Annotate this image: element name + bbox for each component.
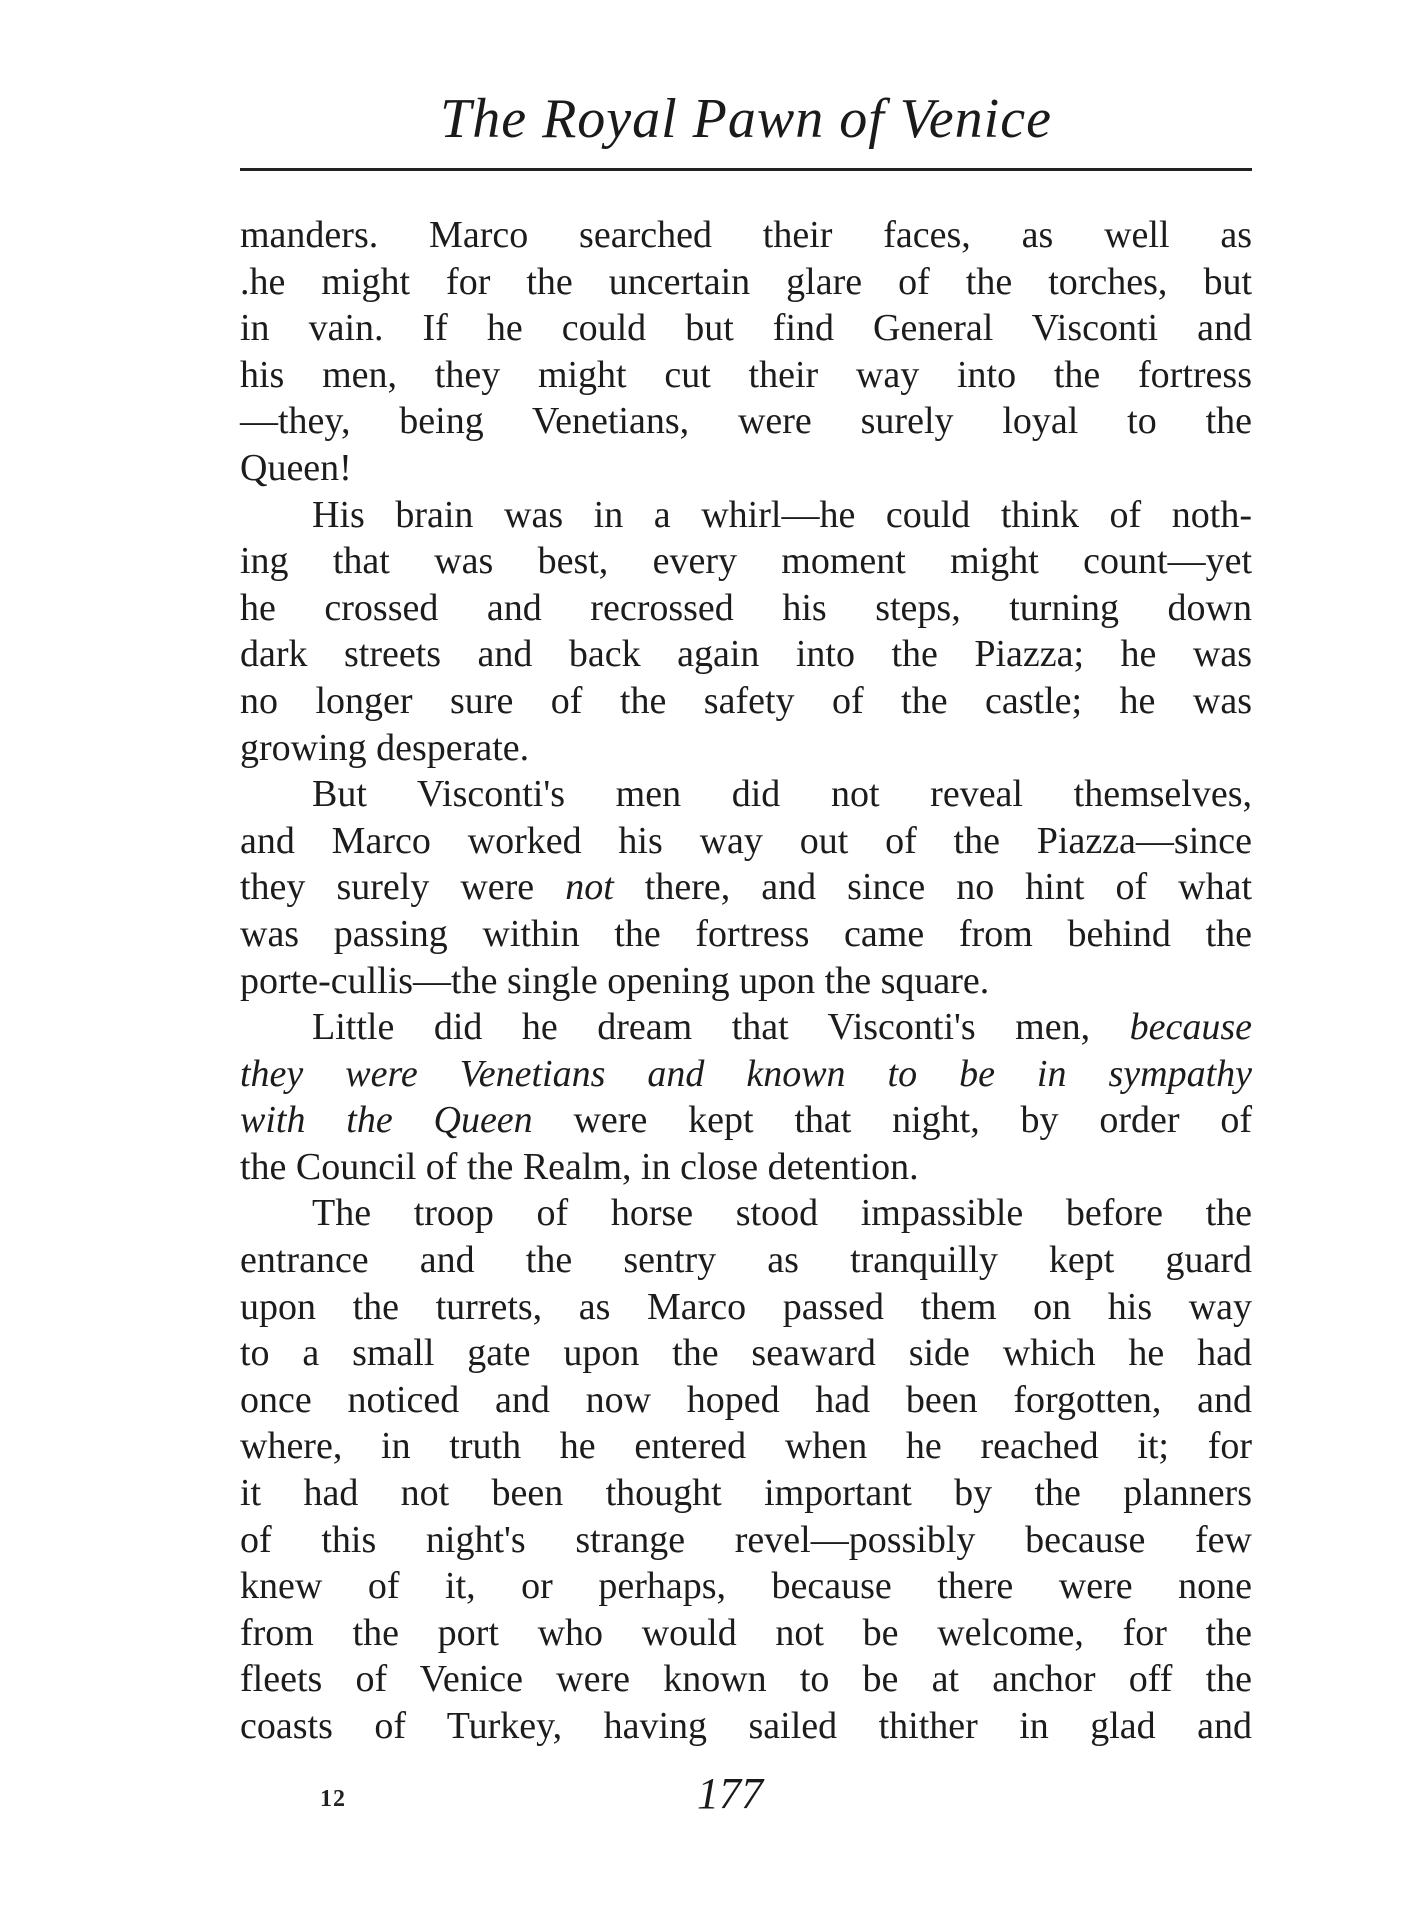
text-segment: growing desperate. [240, 726, 530, 769]
text-line [240, 725, 1252, 772]
text-segment: once noticed and now hoped had been forgotten, and [240, 1378, 1252, 1421]
text-line [240, 1190, 1252, 1237]
text-line [240, 352, 1252, 399]
italic-text: not [565, 866, 614, 909]
text-line [240, 818, 1252, 865]
text-line [240, 1097, 1252, 1144]
text-line [240, 1330, 1252, 1377]
italic-text: they were Venetians and known to be in sympathy [240, 1052, 1252, 1095]
text-line [240, 1144, 1252, 1191]
text-line [240, 631, 1252, 678]
text-segment: .he might for the uncertain glare of the torches, but [240, 260, 1252, 303]
text-line [240, 305, 1252, 352]
text-segment: from the port who would not be welcome, for the [240, 1611, 1252, 1654]
text-segment: Little did he dream that Visconti's men, [312, 1006, 1130, 1049]
text-segment: fleets of Venice were known to be at anchor off the [240, 1658, 1252, 1701]
text-line [240, 1656, 1252, 1703]
text-segment: where, in truth he entered when he reached it; for [240, 1425, 1252, 1468]
text-segment: to a small gate upon the seaward side which he had [240, 1332, 1252, 1375]
text-segment: knew of it, or perhaps, because there were none [240, 1565, 1252, 1608]
text-line [240, 1237, 1252, 1284]
text-segment: his men, they might cut their way into the fortress [240, 353, 1252, 396]
text-line [240, 1377, 1252, 1424]
text-line [240, 1610, 1252, 1657]
text-segment: His brain was in a whirl—he could think of noth- [312, 493, 1252, 536]
text-line [240, 1284, 1252, 1331]
text-line [240, 958, 1252, 1005]
text-line [240, 445, 1252, 492]
text-segment: entrance and the sentry as tranquilly kept guard [240, 1239, 1252, 1282]
text-line [240, 1563, 1252, 1610]
text-segment: Queen! [240, 446, 352, 489]
text-segment: he crossed and recrossed his steps, turning down [240, 586, 1252, 629]
text-line [240, 678, 1252, 725]
text-line [240, 1470, 1252, 1517]
text-line [240, 1051, 1252, 1098]
text-line [240, 1423, 1252, 1470]
text-line [240, 864, 1252, 911]
text-line [240, 212, 1252, 259]
italic-text: with the Queen [240, 1099, 533, 1142]
text-segment: of this night's strange revel—possibly because few [240, 1518, 1252, 1561]
text-segment: in vain. If he could but find General Visconti and [240, 307, 1252, 350]
text-line [240, 538, 1252, 585]
text-line [240, 911, 1252, 958]
text-segment: ing that was best, every moment might count—yet [240, 540, 1252, 583]
signature-mark: 12 [320, 1786, 346, 1812]
text-segment: manders. Marco searched their faces, as well as [240, 214, 1252, 256]
text-segment: The troop of horse stood impassible before the [312, 1192, 1252, 1235]
body-text [240, 212, 1252, 1750]
text-segment: they surely were [240, 866, 566, 909]
text-line [240, 771, 1252, 818]
text-line [240, 1517, 1252, 1564]
text-line [240, 585, 1252, 632]
text-segment: were kept that night, by order of [532, 1099, 1252, 1142]
page-number: 177 [697, 1769, 763, 1818]
text-line [240, 492, 1252, 539]
text-segment: the Council of the Realm, in close detention. [240, 1145, 919, 1188]
text-segment: dark streets and back again into the Piazza; he was [240, 633, 1252, 676]
text-segment: no longer sure of the safety of the castle; he was [240, 679, 1252, 722]
text-segment: porte-cullis—the single opening upon the square. [240, 959, 990, 1002]
text-segment: there, and since no hint of what [613, 866, 1253, 909]
header-rule [240, 168, 1252, 171]
running-head: The Royal Pawn of Venice [440, 88, 1052, 150]
text-line [240, 398, 1252, 445]
text-segment: it had not been thought important by the planners [240, 1472, 1252, 1515]
text-segment: was passing within the fortress came from behind the [240, 912, 1252, 955]
text-segment: coasts of Turkey, having sailed thither in glad and [240, 1705, 1252, 1747]
text-segment: and Marco worked his way out of the Piazza—since [240, 819, 1252, 862]
text-line [240, 1703, 1252, 1750]
text-line [240, 259, 1252, 306]
italic-text: because [1129, 1006, 1252, 1049]
text-segment: upon the turrets, as Marco passed them on his way [240, 1285, 1252, 1328]
text-segment: But Visconti's men did not reveal themselves, [312, 773, 1252, 816]
text-line [240, 1004, 1252, 1051]
text-segment: —they, being Venetians, were surely loyal to the [240, 400, 1252, 443]
